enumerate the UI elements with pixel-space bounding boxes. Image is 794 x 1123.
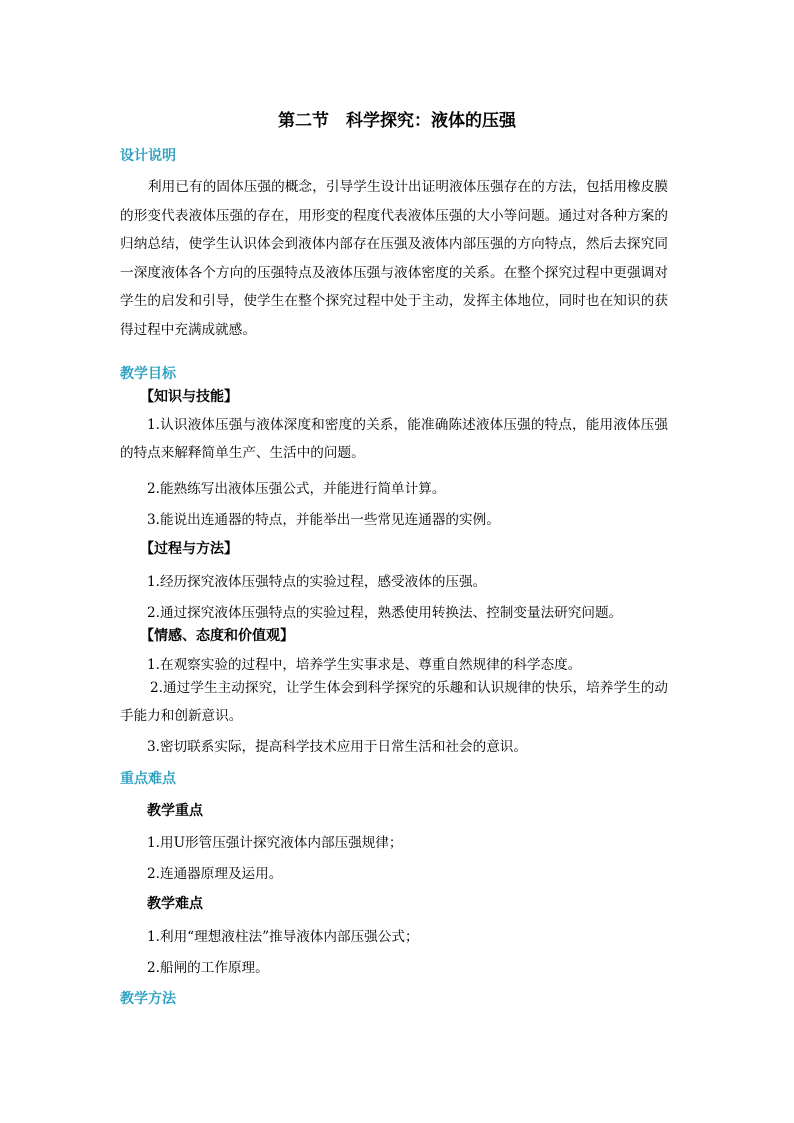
attitude-item-3: 3.密切联系实际，提高科学技术应用于日常生活和社会的意识。 — [147, 739, 527, 755]
section-heading-objectives: 教学目标 — [120, 366, 176, 382]
knowledge-item-3: 3.能说出连通器的特点，并能举出一些常见连通器的实例。 — [147, 512, 500, 528]
knowledge-item-1: 1.认识液体压强与液体深度和密度的关系，能准确陈述液体压强的特点，能用液体压强的特点来解释简单生产、生活中的问题。 — [120, 417, 668, 461]
focus-item-1: 1.用U形管压强计探究液体内部压强规律； — [147, 835, 403, 851]
difficulty-item-2: 2.船闸的工作原理。 — [147, 960, 269, 976]
design-note-paragraph: 利用已有的固体压强的概念，引导学生设计出证明液体压强存在的方法，包括用橡皮膜的形变代表液体压强的存在，用形变的程度代表液体压强的大小等问题。通过对各种方案的归纳总结，使学生认识体会到液体内部存在压强及液体内部压强的方向特点，然后去探究同一深度液体各个方向的压强特点及液体压强与液体密度的关系。在整个探究过程中更强调对学生的启发和引导，使学生在整个探究过程中处于主动，发挥主体地位，同时也在知识的获得过程中充满成就感。 — [120, 179, 668, 338]
section-heading-design-note: 设计说明 — [120, 148, 176, 164]
key-points-difficulty-heading: 教学难点 — [147, 896, 203, 912]
difficulty-item-1: 1.利用“理想液柱法”推导液体内部压强公式； — [147, 929, 419, 945]
objectives-attitude-heading: 【情感、态度和价值观】 — [140, 628, 294, 644]
attitude-item-1: 1.在观察实验的过程中，培养学生实事求是、尊重自然规律的科学态度。 — [147, 657, 582, 673]
process-item-2: 2.通过探究液体压强特点的实验过程，熟悉使用转换法、控制变量法研究问题。 — [147, 605, 623, 621]
attitude-item-2: 2.通过学生主动探究，让学生体会到科学探究的乐趣和认识规律的快乐，培养学生的动手能力和创新意识。 — [120, 680, 668, 724]
knowledge-item-2: 2.能熟练写出液体压强公式，并能进行简单计算。 — [147, 481, 446, 497]
objectives-knowledge-heading: 【知识与技能】 — [140, 389, 238, 405]
focus-item-2: 2.连通器原理及运用。 — [147, 866, 283, 882]
section-heading-methods: 教学方法 — [120, 991, 176, 1007]
objectives-process-heading: 【过程与方法】 — [140, 541, 238, 557]
key-points-focus-heading: 教学重点 — [147, 803, 203, 819]
document-title: 第二节 科学探究：液体的压强 — [278, 111, 516, 131]
process-item-1: 1.经历探究液体压强特点的实验过程，感受液体的压强。 — [147, 574, 487, 590]
section-heading-key-points: 重点难点 — [120, 771, 176, 787]
